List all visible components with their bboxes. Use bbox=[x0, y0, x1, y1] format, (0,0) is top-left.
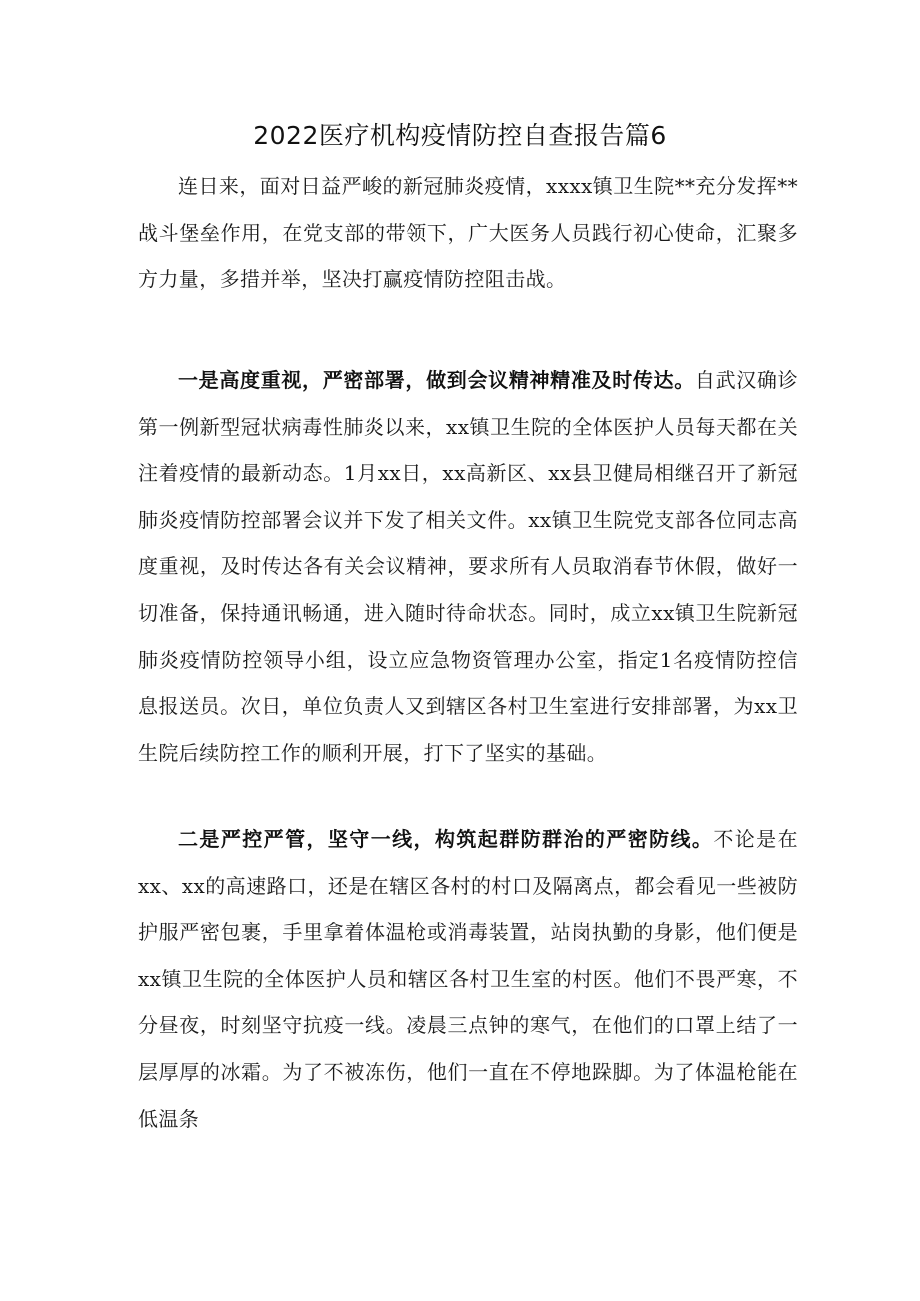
paragraph-intro-text: 连日来，面对日益严峻的新冠肺炎疫情，xxxx镇卫生院**充分发挥**战斗堡垒作用，在党支部的带领下，广大医务人员践行初心使命，汇聚多方力量，多措并举，坚决打赢疫情防控阻击战。 bbox=[138, 174, 798, 292]
paragraph-section-one bbox=[138, 357, 798, 776]
section-one-text: 自武汉确诊第一例新型冠状病毒性肺炎以来，xx镇卫生院的全体医护人员每天都在关注着疫情的最新动态。1月xx日，xx高新区、xx县卫健局相继召开了新冠肺炎疫情防控部署会议并下发了相关文件。xx镇卫生院党支部各位同志高度重视，及时传达各有关会议精神，要求所有人员取消春节休假，做好一切准备，保持通讯畅通，进入随时待命状态。同时，成立xx镇卫生院新冠肺炎疫情防控领导小组，设立应急物资管理办公室，指定1名疫情防控信息报送员。次日，单位负责人又到辖区各村卫生室进行安排部署，为xx卫生院后续防控工作的顺利开展，打下了坚实的基础。 bbox=[138, 368, 799, 765]
section-one-heading: 一是高度重视，严密部署，做到会议精神精准及时传达。 bbox=[178, 368, 695, 392]
section-two-heading: 二是严控严管，坚守一线，构筑起群防群治的严密防线。 bbox=[178, 827, 714, 851]
paragraph-intro bbox=[138, 163, 798, 303]
paragraph-section-two bbox=[138, 816, 798, 1142]
document-title: 2022医疗机构疫情防控自查报告篇6 bbox=[253, 121, 667, 150]
section-two-text: 不论是在xx、xx的高速路口，还是在辖区各村的村口及隔离点，都会看见一些被防护服严密包裹，手里拿着体温枪或消毒装置，站岗执勤的身影，他们便是xx镇卫生院的全体医护人员和辖区各村卫生室的村医。他们不畏严寒，不分昼夜，时刻坚守抗疫一线。凌晨三点钟的寒气，在他们的口罩上结了一层厚厚的冰霜。为了不被冻伤，他们一直在不停地跺脚。为了体温枪能在低温条 bbox=[138, 827, 799, 1131]
